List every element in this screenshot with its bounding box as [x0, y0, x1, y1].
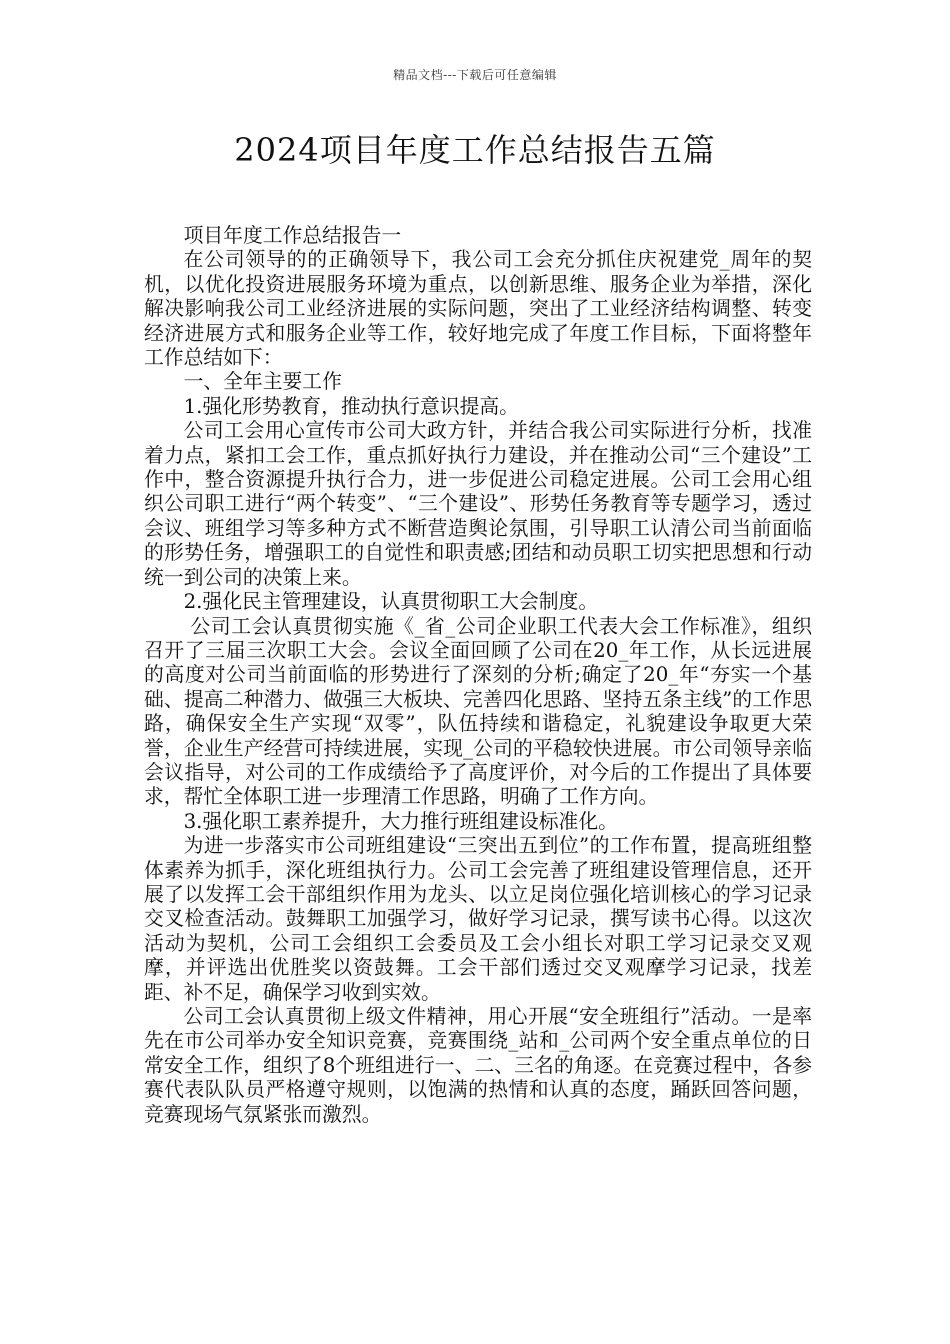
item-paragraph-4: 公司工会认真贯彻上级文件精神，用心开展“安全班组行”活动。一是率先在市公司举办安全知识竞赛，竞赛围绕_站和_公司两个安全重点单位的日常安全工作，组织了8个班组进行一、二、三名的角逐。在竞赛过程中，各参赛代表队队员严格遵守规则，以饱满的热情和认真的态度，踊跃回答问题，竞赛现场气氛紧张而激烈。: [144, 1005, 812, 1126]
document-title: 2024项目年度工作总结报告五篇: [234, 131, 716, 169]
item-heading-1: 1.强化形势教育，推动执行意识提高。: [183, 394, 519, 418]
item-paragraph-1: 公司工会用心宣传市公司大政方针，并结合我公司实际进行分析，找准着力点，紧扣工会工作，重点抓好执行力建设，并在推动公司“三个建设”工作中，整合资源提升执行合力，进一步促进公司稳定进展。公司工会用心组织公司职工进行“两个转变”、“三个建设”、形势任务教育等专题学习，透过会议、班组学习等多种方式不断营造舆论氛围，引导职工认清公司当前面临的形势任务，增强职工的自觉性和职责感;团结和动员职工切实把思想和行动统一到公司的决策上来。: [144, 419, 812, 589]
document-body: [144, 224, 812, 1127]
item-heading-2: 2.强化民主管理建设，认真贯彻职工大会制度。: [183, 590, 599, 614]
header-note: 精品文档---下载后可任意编辑: [393, 68, 557, 82]
intro-paragraph: 在公司领导的的正确领导下，我公司工会充分抓住庆祝建党_周年的契机，以优化投资进展服务环境为重点，以创新思维、服务企业为举措，深化解决影响我公司工业经济进展的实际问题，突出了工业经济结构调整、转变经济进展方式和服务企业等工作，较好地完成了年度工作目标，下面将整年工作总结如下：: [144, 248, 812, 370]
item-heading-3: 3.强化职工素养提升，大力推行班组建设标准化。: [183, 809, 618, 833]
item-paragraph-2: 公司工会认真贯彻实施《_省_公司企业职工代表大会工作标准》，组织召开了三届三次职工大会。会议全面回顾了公司在20_年工作，从长远进展的高度对公司当前面临的形势进行了深刻的分析;确定了20_年“夯实一个基础、提高二种潜力、做强三大板块、完善四化思路、坚持五条主线”的工作思路，确保安全生产实现“双零”，队伍持续和谐稳定，礼貌建设争取更大荣誉，企业生产经营可持续进展，实现_公司的平稳较快进展。市公司领导亲临会议指导，对公司的工作成绩给予了高度评价，对今后的工作提出了具体要求，帮忙全体职工进一步理清工作思路，明确了工作方向。: [144, 614, 812, 809]
section-heading-report-one: 项目年度工作总结报告一: [183, 224, 402, 247]
section-heading-main-work: 一、全年主要工作: [183, 370, 342, 394]
item-paragraph-3: 为进一步落实市公司班组建设“三突出五到位”的工作布置，提高班组整体素养为抓手，深化班组执行力。公司工会完善了班组建设管理信息，还开展了以发挥工会干部组织作用为龙头、以立足岗位强化培训核心的学习记录交叉检查活动。鼓舞职工加强学习，做好学习记录，撰写读书心得。以这次活动为契机，公司工会组织工会委员及工会小组长对职工学习记录交叉观摩，并评选出优胜奖以资鼓舞。工会干部们透过交叉观摩学习记录，找差距、补不足，确保学习收到实效。: [144, 834, 812, 1004]
